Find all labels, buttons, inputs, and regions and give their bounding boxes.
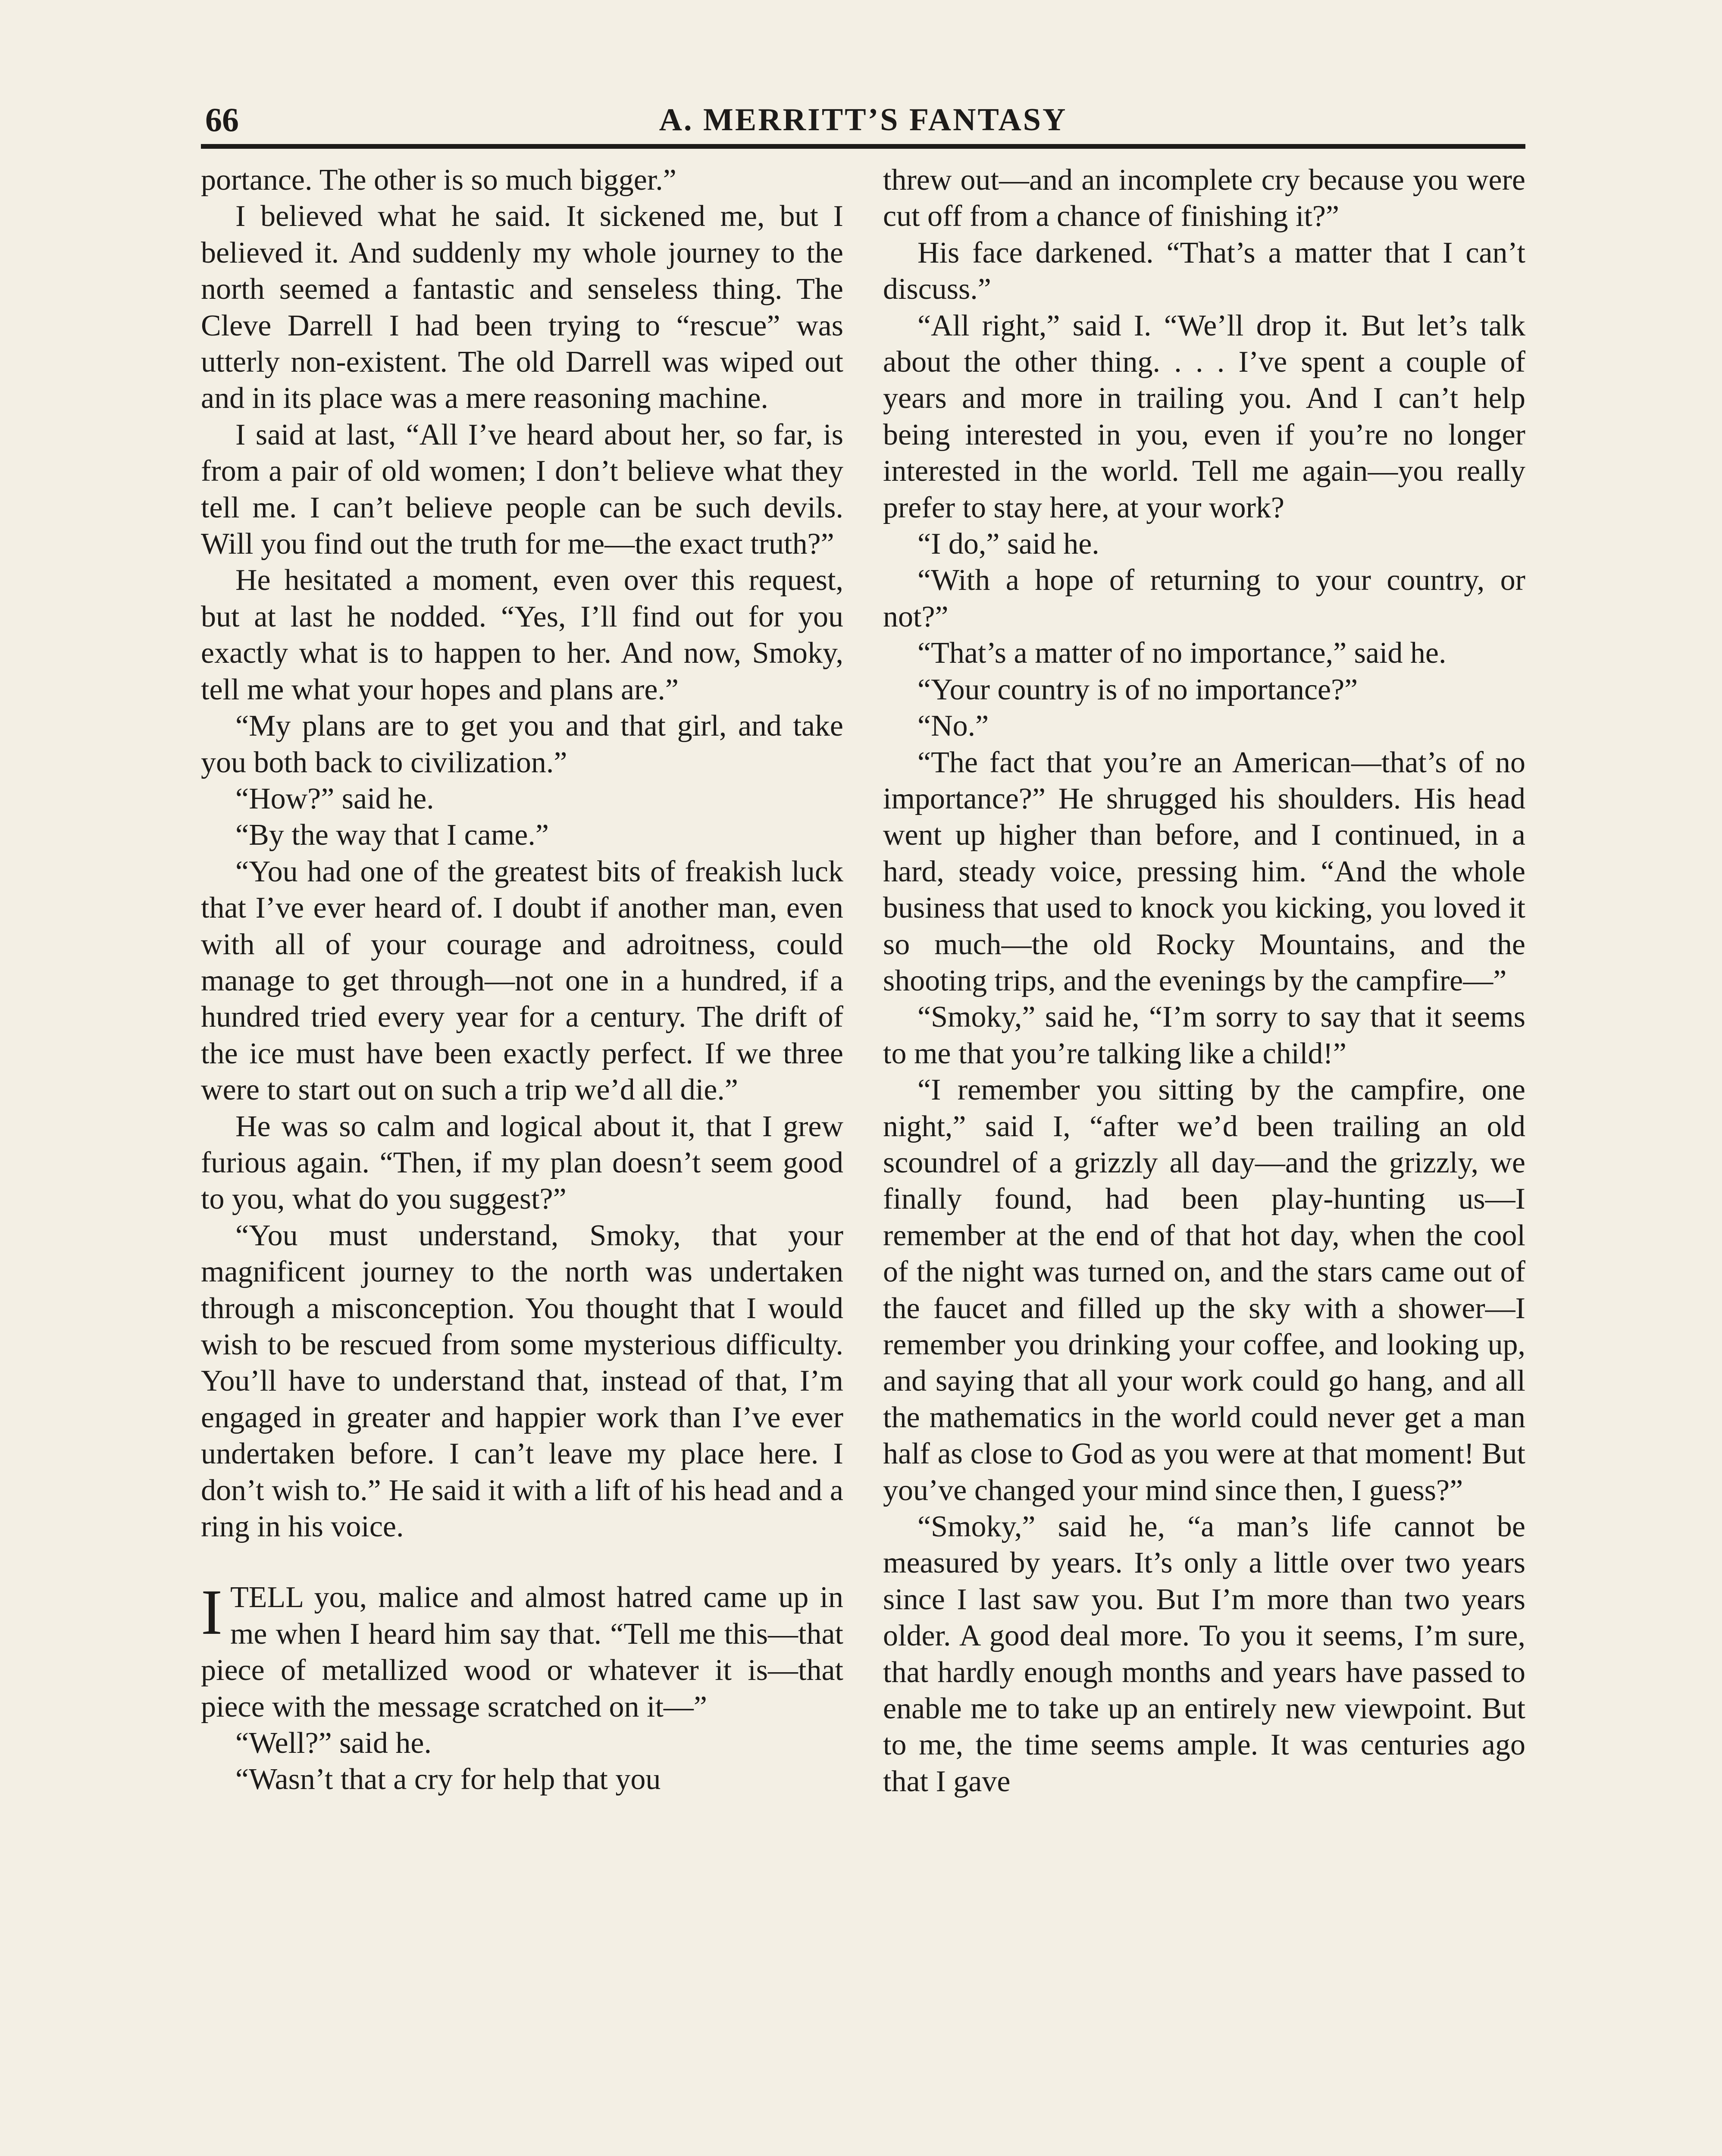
paragraph: portance. The other is so much bigger.” (201, 163, 676, 197)
paragraph: “The fact that you’re an American—that’s of no importance?” He shrugged his shoulders. His head went up higher than before, and I continued, in a hard, steady voice, pressing him. “And the whole business that used to knock you kicking, you loved it so much—the old Rocky Mountains, and the shooting trips, and the evenings by the campfire—” (883, 746, 1525, 997)
header-rule (201, 144, 1525, 149)
left-column (201, 162, 843, 1798)
drop-cap: I (201, 1576, 222, 1648)
paragraph: “How?” said he. (235, 782, 434, 815)
running-title: A. MERRITT’S FANTASY (659, 102, 1068, 138)
section-start-text: TELL you, malice and almost hatred came up in me when I heard him say that. “Tell me this—that piece of metallized wood or whatever it is—that piece with the message scratched on it—” (201, 1581, 843, 1724)
paragraph: “All right,” said I. “We’ll drop it. But let’s talk about the other thing. . . . I’ve spent a couple of years and more in trailing you. And I can’t help being interested in you, even if you’re no longer interested in the world. Tell me again—you really prefer to stay here, at your work? (883, 309, 1525, 524)
paragraph: “With a hope of returning to your country, or not?” (883, 564, 1525, 633)
page-header (201, 98, 1525, 146)
paragraph: I believed what he said. It sickened me, but I believed it. And suddenly my whole journey to the north seemed a fantastic and senseless thing. The Cleve Darrell I had been trying to “rescue” was utterly non-existent. The old Darrell was wiped out and in its place was a mere reasoning machine. (201, 200, 843, 415)
right-column (883, 162, 1525, 1800)
paragraph: “Smoky,” said he, “I’m sorry to say that it seems to me that you’re talking like a child!” (883, 1000, 1525, 1070)
paragraph: “My plans are to get you and that girl, and take you both back to civilization.” (201, 709, 843, 779)
paragraph: “No.” (917, 709, 989, 743)
paragraph: “Smoky,” said he, “a man’s life cannot be measured by years. It’s only a little over two years since I last saw you. But I’m more than two years older. A good deal more. To you it seems, I’m sure, that hardly enough months and years have passed to enable me to take up an entirely new viewpoint. But to me, the time seems ample. It was centuries ago that I gave (883, 1510, 1525, 1798)
paragraph: His face darkened. “That’s a matter that I can’t discuss.” (883, 236, 1525, 306)
paragraph: “That’s a matter of no importance,” said he. (917, 636, 1446, 670)
section-start-paragraph (201, 1576, 843, 1725)
paragraph: “Your country is of no importance?” (917, 673, 1358, 706)
paragraph: “Wasn’t that a cry for help that you (235, 1763, 661, 1796)
paragraph: “You had one of the greatest bits of freakish luck that I’ve ever heard of. I doubt if another man, even with all of your courage and adroitness, could manage to get through—not one in a hundred, if a hundred tried every year for a century. The drift of the ice must have been exactly perfect. If we three were to start out on such a trip we’d all die.” (201, 855, 843, 1107)
paragraph: He was so calm and logical about it, that I grew furious again. “Then, if my plan doesn’t seem good to you, what do you suggest?” (201, 1109, 843, 1216)
paragraph: “I do,” said he. (917, 527, 1099, 561)
paragraph: I said at last, “All I’ve heard about her, so far, is from a pair of old women; I don’t believe what they tell me. I can’t believe people can be such devils. Will you find out the truth for me—the exact truth?” (201, 418, 843, 561)
page-number: 66 (205, 101, 239, 138)
paragraph: threw out—and an incomplete cry because you were cut off from a chance of finishing it?” (883, 163, 1525, 233)
paragraph: “You must understand, Smoky, that your magnificent journey to the north was undertaken through a misconception. You thought that I would wish to be rescued from some mysterious difficulty. You’ll have to understand that, instead of that, I’m engaged in greater and happier work than I’ve ever undertaken before. I can’t leave my place here. I don’t wish to.” He said it with a lift of his head and a ring in his voice. (201, 1219, 843, 1544)
paragraph: “By the way that I came.” (235, 818, 549, 852)
paragraph: He hesitated a moment, even over this request, but at last he nodded. “Yes, I’ll find out for you exactly what is to happen to her. And now, Smoky, tell me what your hopes and plans are.” (201, 564, 843, 706)
paragraph: “I remember you sitting by the campfire, one night,” said I, “after we’d been trailing an old scoundrel of a grizzly all day—and the grizzly, we finally found, had been play-hunting us—I remember at the end of that hot day, when the cool of the night was turned on, and the stars came out of the faucet and filled up the sky with a shower—I remember you drinking your coffee, and looking up, and saying that all your work could go hang, and all the mathematics in the world could never get a man half as close to God as you were at that moment! But you’ve changed your mind since then, I guess?” (883, 1073, 1525, 1507)
paragraph: “Well?” said he. (235, 1727, 432, 1760)
